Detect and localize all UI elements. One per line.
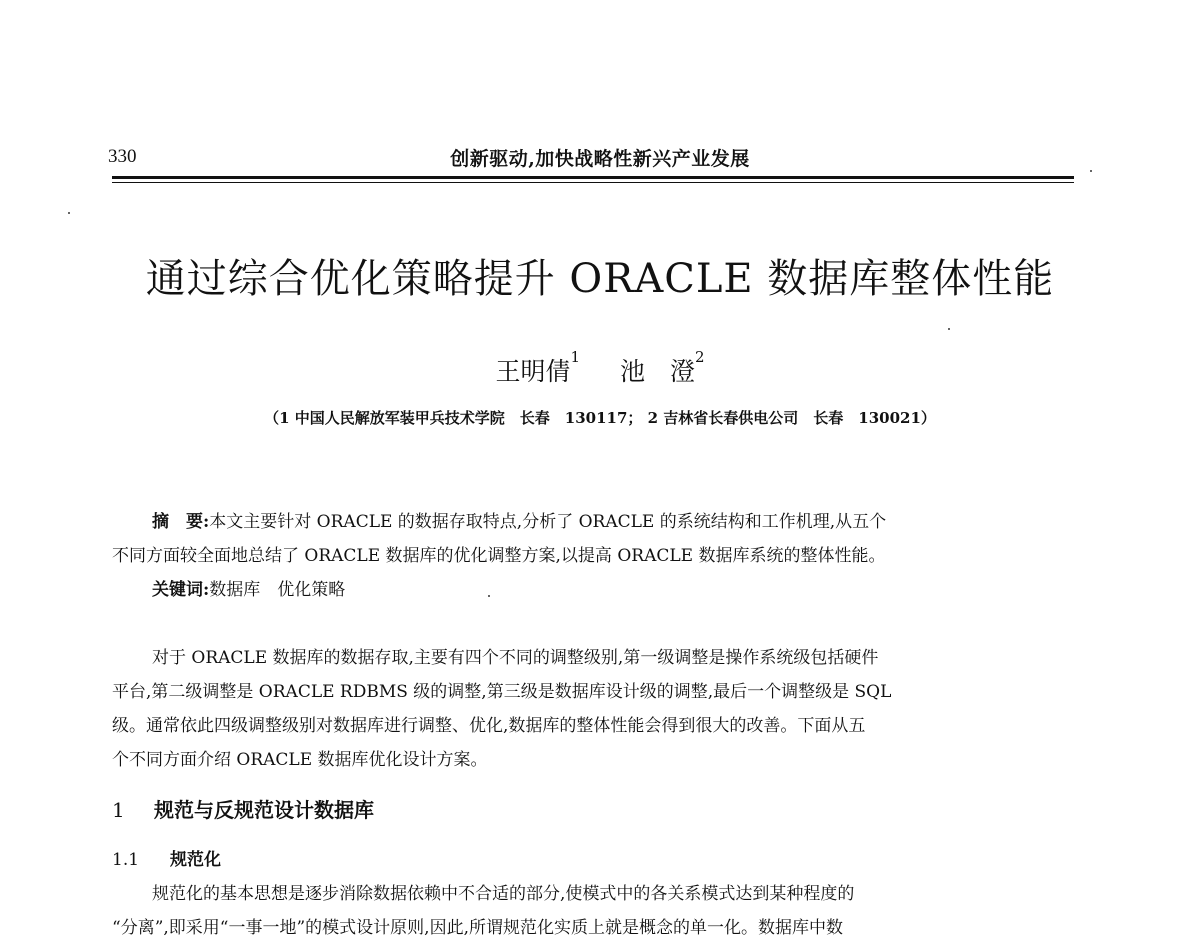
paper-title: 通过综合优化策略提升 ORACLE 数据库整体性能 xyxy=(145,256,1055,302)
section-1-title: 规范与反规范设计数据库 xyxy=(154,798,374,822)
author-line xyxy=(0,348,1200,388)
para-1-1-line-2: “分离”,即采用“一事一地”的模式设计原则,因此,所谓规范化实质上就是概念的单一化。数据库中数 xyxy=(112,918,843,938)
running-header-title: 创新驱动,加快战略性新兴产业发展 xyxy=(450,148,750,170)
keywords-text: 数据库 优化策略 xyxy=(209,580,346,600)
author-1-affil-mark: 1 xyxy=(570,348,580,366)
scan-speck xyxy=(68,212,70,214)
affiliations: （1 中国人民解放军装甲兵技术学院 长春 130117； 2 吉林省长春供电公司 长春 130021） xyxy=(264,409,936,427)
abstract-text-1: 本文主要针对 ORACLE 的数据存取特点,分析了 ORACLE 的系统结构和工作机理,从五个 xyxy=(209,512,887,532)
keywords-label: 关键词: xyxy=(152,580,210,600)
intro-line-1: 对于 ORACLE 数据库的数据存取,主要有四个不同的调整级别,第一级调整是操作系统级包括硬件 xyxy=(152,648,879,668)
section-1-heading xyxy=(112,794,374,823)
para-1-1-line-1: 规范化的基本思想是逐步消除数据依赖中不合适的部分,使模式中的各关系模式达到某种程度的 xyxy=(152,884,855,904)
abstract-label: 摘 要: xyxy=(152,512,210,532)
abstract-line-2: 不同方面较全面地总结了 ORACLE 数据库的优化调整方案,以提高 ORACLE 数据库系统的整体性能。 xyxy=(112,546,886,566)
intro-line-3: 级。通常依此四级调整级别对数据库进行调整、优化,数据库的整体性能会得到很大的改善。下面从五 xyxy=(112,716,866,736)
subsection-1-1-title: 规范化 xyxy=(170,850,221,870)
section-1-number: 1 xyxy=(112,798,125,822)
abstract-line-1 xyxy=(152,507,886,532)
keywords-line xyxy=(152,575,345,600)
author-2-name: 池 澄 xyxy=(620,357,696,386)
subsection-1-1-number: 1.1 xyxy=(112,850,140,870)
scan-speck xyxy=(948,328,950,330)
header-rule-thin xyxy=(112,182,1074,183)
intro-line-4: 个不同方面介绍 ORACLE 数据库优化设计方案。 xyxy=(112,750,488,770)
author-2-affil-mark: 2 xyxy=(695,348,705,366)
intro-line-2: 平台,第二级调整是 ORACLE RDBMS 级的调整,第三级是数据库设计级的调整,最后一个调整级是 SQL xyxy=(112,682,892,702)
author-1-name: 王明倩 xyxy=(495,357,571,386)
scan-speck xyxy=(488,595,490,597)
subsection-1-1-heading xyxy=(112,845,221,870)
header-rule-thick xyxy=(112,176,1074,179)
page-number: 330 xyxy=(108,146,137,167)
scan-speck xyxy=(1090,170,1092,172)
